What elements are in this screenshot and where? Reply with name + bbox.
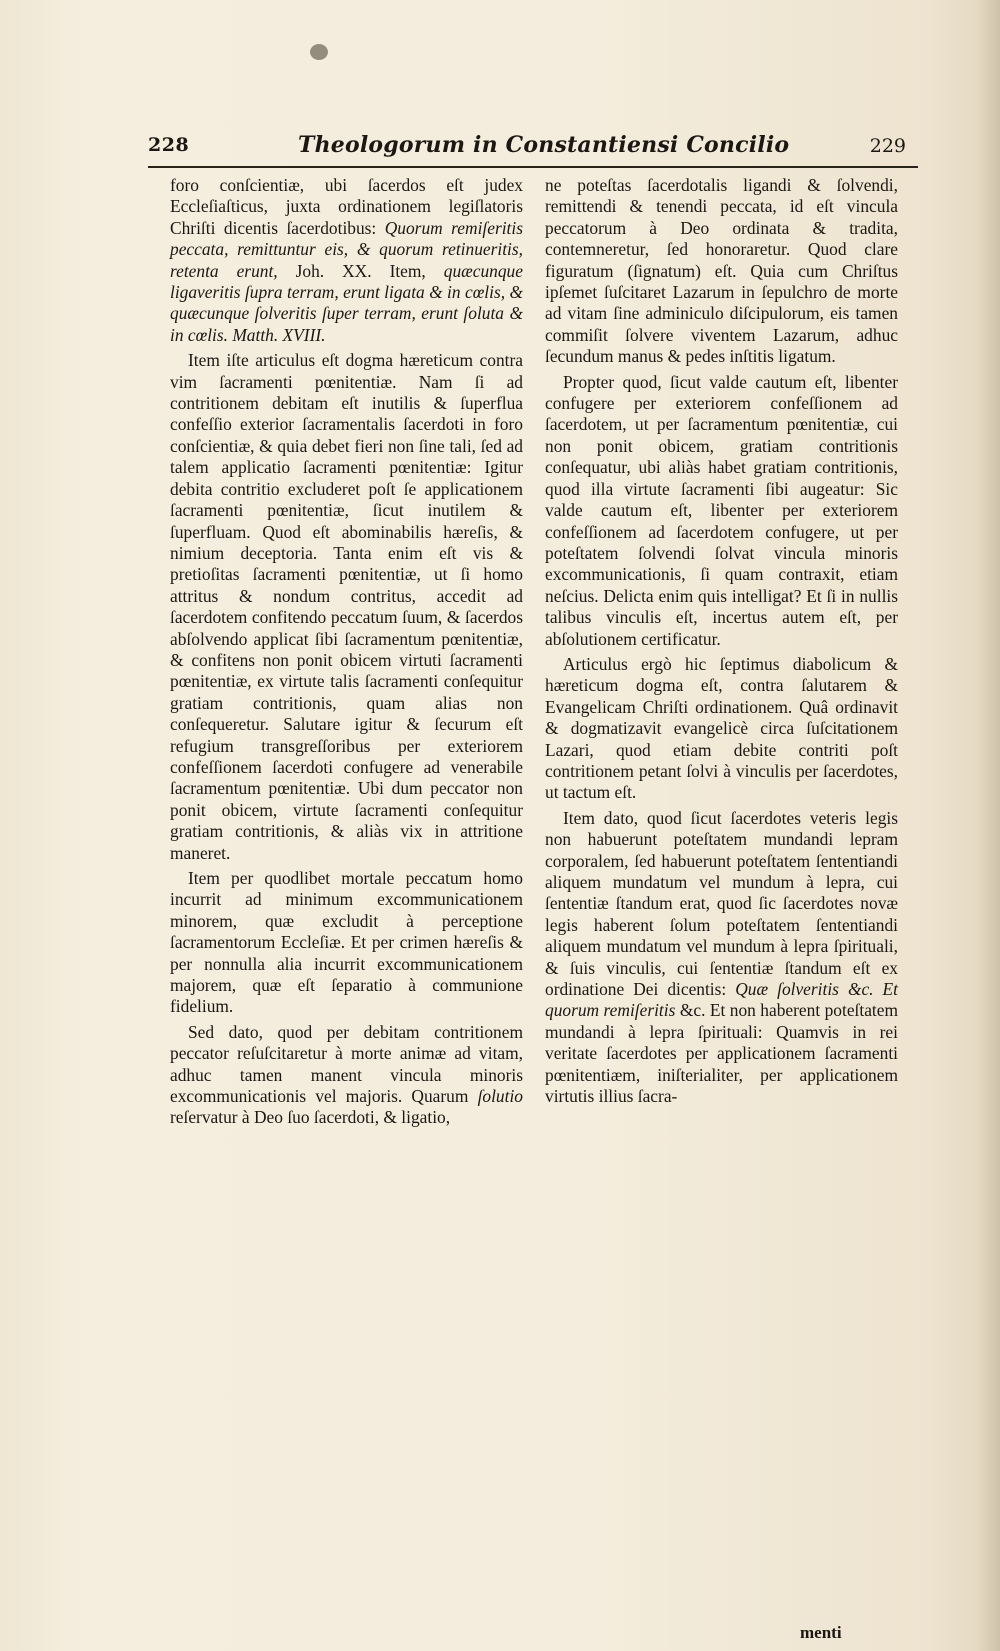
paragraph: Articulus ergò hic ſeptimus diabolicum & hæreticum dogma eſt, contra ſalutarem & Evangelicam Chriſti ordinationem. Quâ ordinavit & dogmatizavit evangelicè circa ſuſcitationem Lazari, quod etiam debite contriti poſt contritionem petant ſolvi à vinculis per ſacerdotes, ut tactum eſt.: [545, 653, 898, 803]
left-column: [170, 175, 523, 1133]
page-edge-shadow: [976, 0, 1000, 1651]
paragraph-text: foro conſcientiæ, ubi ſacerdos eſt judex Eccleſiaſticus, juxta ordinationem legiſlatoris Chriſti dicentis ſacerdotibus:: [170, 175, 523, 238]
paragraph: Item iſte articulus eſt dogma hæreticum contra vim ſacramenti pœnitentiæ. Nam ſi ad contritionem debitam eſt inutilis & ſuperflua confeſſio exterior ſacramentalis ſacerdoti in foro conſcientiæ, & quia debet fieri non ſine tali, ſed ad talem applicatio ſacramenti pœnitentiæ: Igitur debita contritio excluderet poſt ſe applicationem ſacramenti pœnitentiæ, ſicut inutilem & ſuperfluam. Quod eſt abominabilis hæreſis, & nimium deceptoria. Tanta enim eſt vis & pretioſitas ſacramenti pœnitentiæ, ut ſi homo attritus & nondum contritus, accedit ad ſacerdotem confitendo peccatum ſuum, & ſacerdos abſolvendo applicat ſibi ſacramentum pœnitentiæ, & confitens non ponit obicem virtuti ſacramenti pœnitentiæ, ex virtute talis ſacramenti conſequitur gratiam contritionis, quam alias non conſequeretur. Salutare igitur & ſecurum eſt refugium transgreſſoribus per exteriorem confeſſionem ſacerdoti confugere ad venerabile ſacramentum pœnitentiæ. Ubi dum peccator non ponit obicem, virtute ſacramenti conſequitur gratiam contritionis, & aliàs vix in attritione maneret.: [170, 350, 523, 863]
italic-word: ſolutio: [477, 1086, 523, 1107]
paragraph-text: reſervatur à Deo ſuo ſacerdoti, & ligatio,: [170, 1107, 451, 1128]
running-title: Theologorum in Constantiensi Concilio: [298, 132, 790, 158]
scripture-quote: Quorum remiſeritis peccata, remittuntur eis, & quorum retinueritis, retenta erunt,: [170, 217, 523, 281]
paragraph: Item per quodlibet mortale peccatum homo incurrit ad minimum excommunicationem minorem, quæ excludit à perceptione ſacramentorum Eccleſiæ. Et per crimen hæreſis & per nonnulla alia incurrit excommunicationem majorem, quæ eſt ſeparatio à communione fidelium.: [170, 868, 523, 1017]
paragraph: [170, 1022, 523, 1129]
paragraph: ne poteſtas ſacerdotalis ligandi & ſolvendi, remittendi & tenendi peccata, id eſt vincula peccatorum à Deo ordinata & tradita, contemneretur, ſed honoraretur. Quod clare figuratum (ſignatum) eſt. Quia cum Chriſtus ipſemet ſuſcitaret Lazarum in ſepulchro de morte ad vitam ſine adminiculo diſcipulorum, eis tamen commiſit ſolvere viventem Lazarum, adhuc ſecundum manus & pedes inſtitis ligatum.: [545, 175, 898, 367]
page-number-left: 228: [148, 134, 190, 156]
header-rule: [148, 166, 918, 168]
running-header: [148, 134, 918, 168]
ink-smudge: [310, 44, 328, 60]
paragraph-text: Item dato, quod ſicut ſacerdotes veteris legis non habuerunt poteſtatem mundandi lepram corporalem, ſed habuerunt poteſtatem ſententiandi aliquem mundatum vel mundum à lepra, cui ſententiæ ſtandum erat, quod ſic ſacerdotes novæ legis haberent ſolum poteſtatem ſententiandi aliquem mundatum vel mundum à lepra ſpirituali, & ſuis vinculis, cui ſententiæ ſtandum eſt ex ordinatione Dei dicentis:: [545, 807, 898, 1000]
paragraph: [545, 808, 898, 1108]
page-number-right: 229: [869, 135, 906, 157]
paragraph: Propter quod, ſicut valde cautum eſt, libenter confugere per exteriorem confeſſionem ad ſacerdotem, ut per ſacramentum pœnitentiæ, cui non ponit obicem, gratiam contritionis conſequatur, ubi aliàs habet gratiam contritionis, quod illa virtute ſacramenti ſibi augeatur: Sic valde cautum eſt, libenter per exteriorem confeſſionem ad ſacerdotem confugere, ut per poteſtatem ſolvendi ſolvat vincula minoris excommunicationis, ſi quam contraxit, etiam neſcius. Delicta enim quis intelligat? Et ſi in nullis talibus vinculis eſt, incertus autem eſt, per abſolutionem certificatur.: [545, 371, 898, 649]
paragraph-text: &c. Et non haberent poteſtatem mundandi à lepra ſpirituali: Quamvis in rei veritate ſacerdotes per applicationem ſacramenti pœnitentiæm, iniſterialiter, per applicationem virtutis illius ſacra-: [545, 1000, 898, 1107]
right-column: [545, 175, 898, 1111]
catchword: menti: [800, 1623, 842, 1642]
paragraph: [170, 175, 523, 346]
quote-reference: Joh. XX. Item,: [277, 260, 444, 281]
scripture-quote: Quæ ſolveritis &c. Et quorum remiſeritis: [545, 979, 898, 1021]
paragraph-text: Sed dato, quod per debitam contritionem peccator reſuſcitaretur à morte animæ ad vitam, adhuc tamen manent vincula minoris excommunicationis vel majoris. Quarum: [170, 1021, 523, 1107]
scripture-quote: quæcunque ligaveritis ſupra terram, erunt ligata & in cœlis, & quæcunque ſolveritis ſuper terram, erunt ſoluta & in cœlis. Matth. XVIII.: [170, 260, 523, 345]
